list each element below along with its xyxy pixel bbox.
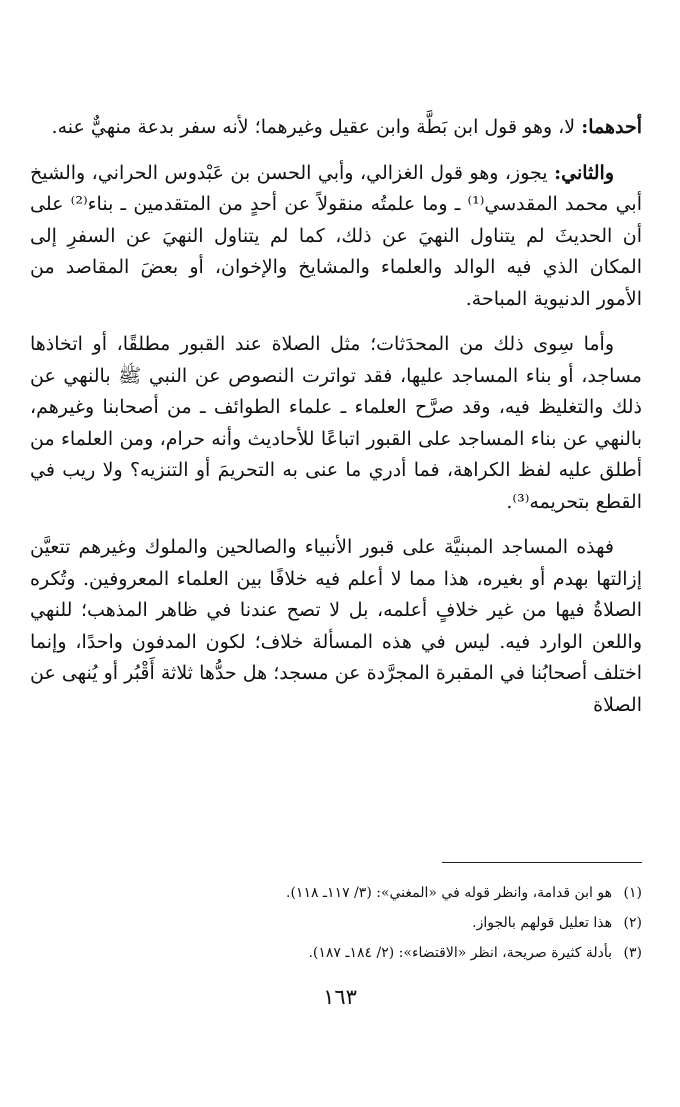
footnote-divider (442, 862, 642, 863)
footnote-2-text: هذا تعليل قولهم بالجواز. (472, 915, 612, 931)
paragraph-1-lead: أحدهما: (581, 116, 642, 138)
footnote-1 (30, 878, 642, 908)
paragraph-2-text: يجوز، وهو قول الغزالي، وأبي الحسن بن عَبْدوس الحراني، والشيخ أبي محمد المقدسي⁽¹⁾ ـ وما علمتُه منقولاً عن أحدٍ من المتقدمين ـ بناء⁽²⁾ على أن الحديثَ لم يتناول النهيَ عن ذلك، كما لم يتناول النهيَ عن السفرِ إلى المكان الذي فيه الوالد والعلماء والمشايخ والإخوان، أو بعضَ المقاصد من الأمور الدنيوية المباحة. (30, 161, 642, 310)
footnote-3-number: (٣) (623, 945, 642, 961)
footnote-2 (30, 908, 642, 938)
paragraph-2-lead: والثاني: (554, 161, 614, 184)
footnote-1-number: (١) (623, 885, 642, 901)
main-text (30, 112, 642, 735)
paragraph-4-text: فهذه المساجد المبنيَّة على قبور الأنبياء والصالحين والملوك وغيرهم تتعيَّن إزالتها بهدم أو بغيره، هذا مما لا أعلم فيه خلافًا بين العلماء المعروفين. وتُكره الصلاةُ فيها من غير خلافٍ أعلمه، بل لا تصح عندنا في ظاهر المذهب؛ للنهي واللعن الوارد فيه. ليس في هذه المسألة خلاف؛ لكون المدفون واحدًا، وإنما اختلف أصحابُنا في المقبرة المجرَّدة عن مسجد؛ هل حدُّها ثلاثة أَقْبُر أو يُنهى عن الصلاة (30, 536, 642, 716)
footnote-1-text: هو ابن قدامة، وانظر قوله في «المغني»: (٣/ ١١٧ـ ١١٨). (286, 885, 612, 901)
footnotes (30, 878, 642, 968)
paragraph-3 (30, 329, 642, 518)
paragraph-2 (30, 158, 642, 316)
paragraph-4 (30, 532, 642, 721)
footnote-2-number: (٢) (623, 915, 642, 931)
paragraph-1-text: لا، وهو قول ابن بَطَّة وابن عقيل وغيرهما؛ لأنه سفر بدعة منهيٌّ عنه. (51, 116, 582, 138)
paragraph-1 (30, 112, 642, 144)
footnote-3-text: بأدلة كثيرة صريحة، انظر «الاقتضاء»: (٢/ ١٨٤ـ ١٨٧). (308, 945, 612, 961)
footnote-3 (30, 938, 642, 968)
page-number: ١٦٣ (323, 985, 357, 1009)
paragraph-3-text: وأما سِوى ذلك من المحدَثات؛ مثل الصلاة عند القبور مطلقًا، أو اتخاذها مساجد، أو بناء المساجد عليها، فقد تواترت النصوص عن النبي ﷺ بالنهي عن ذلك والتغليظ فيه، وقد صرَّح العلماء ـ علماء الطوائف ـ من أصحابنا وغيرهم، بالنهي عن بناء المساجد على القبور اتباعًا للأحاديث وأنه حرام، ومن العلماء من أطلق عليه لفظ الكراهة، فما أدري ما عنى به التحريمَ أو التنزيه؟ ولا ريب في القطع بتحريمه⁽³⁾. (30, 333, 642, 513)
